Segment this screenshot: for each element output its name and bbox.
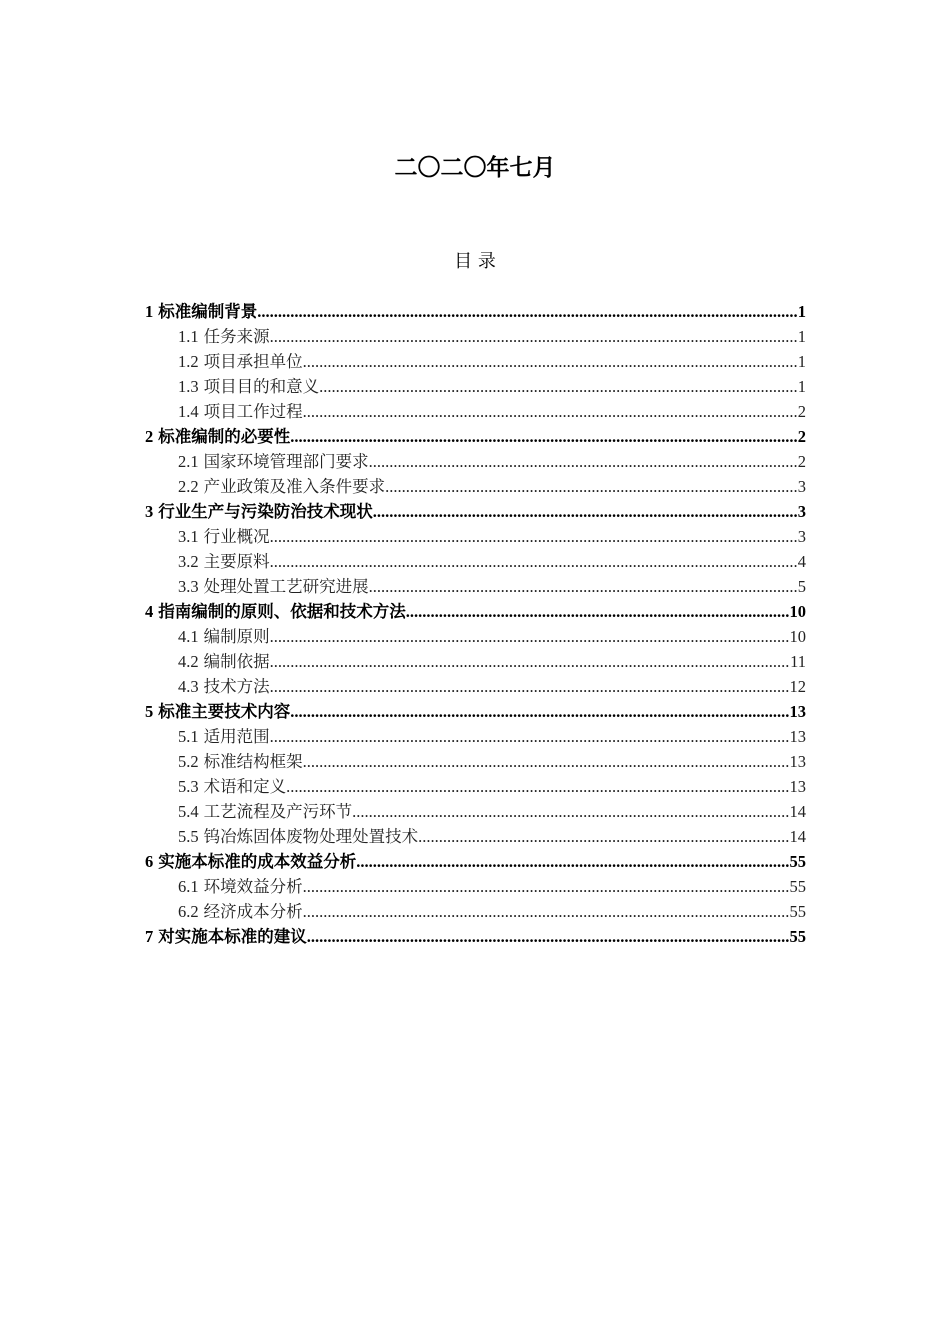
- toc-dot-leader: [286, 774, 789, 799]
- toc-dot-leader: [356, 849, 789, 874]
- toc-entry-label: 项目承担单位: [203, 352, 303, 371]
- toc-entry-label: 编制原则: [203, 627, 270, 646]
- document-date-title: 二〇二〇年七月: [394, 155, 556, 181]
- toc-entry-label: 项目工作过程: [203, 402, 303, 421]
- toc-chapter-entry[interactable]: [145, 699, 806, 724]
- toc-entry-page-number: 55: [789, 852, 806, 871]
- toc-dot-leader: [270, 724, 790, 749]
- toc-entry-label: 技术方法: [203, 677, 270, 696]
- toc-entry-page-number: 1: [797, 352, 806, 371]
- toc-dot-leader: [290, 699, 789, 724]
- toc-entry-label: 适用范围: [203, 727, 270, 746]
- toc-entry-page-number: 14: [789, 827, 806, 846]
- toc-entry-page-number: 1: [797, 377, 806, 396]
- toc-section-entry[interactable]: [145, 574, 806, 599]
- toc-entry-label: 标准编制背景: [158, 302, 258, 321]
- toc-section-entry[interactable]: [145, 349, 806, 374]
- toc-heading: 目 录: [454, 251, 496, 272]
- toc-dot-leader: [303, 749, 790, 774]
- toc-section-entry[interactable]: [145, 874, 806, 899]
- toc-entry-number: 1.4: [178, 402, 199, 421]
- toc-dot-leader: [369, 574, 798, 599]
- toc-entry-number: 3: [145, 502, 154, 521]
- toc-entry-label: 实施本标准的成本效益分析: [158, 852, 357, 871]
- toc-entry-number: 7: [145, 927, 154, 946]
- toc-entry-number: 5.4: [178, 802, 199, 821]
- toc-entry-label: 任务来源: [203, 327, 270, 346]
- toc-dot-leader: [303, 874, 790, 899]
- toc-dot-leader: [270, 524, 798, 549]
- toc-section-entry[interactable]: [145, 624, 806, 649]
- toc-entry-number: 3.2: [178, 552, 199, 571]
- toc-dot-leader: [369, 449, 798, 474]
- toc-section-entry[interactable]: [145, 449, 806, 474]
- toc-section-entry[interactable]: [145, 649, 806, 674]
- toc-entry-number: 2.2: [178, 477, 199, 496]
- toc-section-entry[interactable]: [145, 549, 806, 574]
- toc-entry-page-number: 2: [797, 402, 806, 421]
- toc-entry-page-number: 10: [789, 627, 806, 646]
- toc-section-entry[interactable]: [145, 399, 806, 424]
- toc-entry-label: 环境效益分析: [203, 877, 303, 896]
- toc-dot-leader: [303, 399, 798, 424]
- toc-entry-label: 行业生产与污染防治技术现状: [158, 502, 373, 521]
- toc-entry-label: 指南编制的原则、依据和技术方法: [158, 602, 406, 621]
- toc-entry-page-number: 13: [789, 702, 806, 721]
- toc-entry-page-number: 55: [789, 877, 806, 896]
- toc-entry-label: 项目目的和意义: [203, 377, 320, 396]
- toc-entry-page-number: 3: [797, 477, 806, 496]
- toc-dot-leader: [290, 424, 798, 449]
- toc-entry-number: 6.2: [178, 902, 199, 921]
- toc-dot-leader: [270, 649, 790, 674]
- toc-entry-page-number: 1: [797, 302, 806, 321]
- toc-entry-page-number: 10: [789, 602, 806, 621]
- toc-dot-leader: [385, 474, 798, 499]
- toc-dot-leader: [307, 924, 790, 949]
- toc-chapter-entry[interactable]: [145, 924, 806, 949]
- toc-dot-leader: [406, 599, 790, 624]
- table-of-contents: [145, 299, 806, 949]
- toc-dot-leader: [303, 349, 798, 374]
- toc-entry-page-number: 13: [789, 752, 806, 771]
- toc-entry-label: 标准编制的必要性: [158, 427, 291, 446]
- toc-entry-label: 产业政策及准入条件要求: [203, 477, 386, 496]
- toc-dot-leader: [270, 674, 790, 699]
- toc-entry-label: 行业概况: [203, 527, 270, 546]
- toc-entry-number: 1.2: [178, 352, 199, 371]
- toc-entry-label: 主要原料: [203, 552, 270, 571]
- toc-entry-label: 对实施本标准的建议: [158, 927, 307, 946]
- toc-entry-page-number: 2: [797, 452, 806, 471]
- toc-entry-number: 5.1: [178, 727, 199, 746]
- toc-entry-number: 4.3: [178, 677, 199, 696]
- toc-section-entry[interactable]: [145, 474, 806, 499]
- toc-entry-number: 3.3: [178, 577, 199, 596]
- toc-entry-page-number: 3: [797, 527, 806, 546]
- toc-chapter-entry[interactable]: [145, 499, 806, 524]
- toc-entry-page-number: 2: [797, 427, 806, 446]
- toc-entry-page-number: 13: [789, 777, 806, 796]
- toc-entry-label: 标准结构框架: [203, 752, 303, 771]
- toc-dot-leader: [303, 899, 790, 924]
- toc-section-entry[interactable]: [145, 724, 806, 749]
- toc-entry-page-number: 11: [790, 652, 806, 671]
- toc-entry-label: 术语和定义: [203, 777, 287, 796]
- toc-chapter-entry[interactable]: [145, 424, 806, 449]
- toc-entry-number: 5.2: [178, 752, 199, 771]
- toc-dot-leader: [352, 799, 789, 824]
- toc-entry-page-number: 13: [789, 727, 806, 746]
- toc-entry-page-number: 12: [789, 677, 806, 696]
- toc-entry-label: 编制依据: [203, 652, 270, 671]
- toc-chapter-entry[interactable]: [145, 299, 806, 324]
- toc-entry-number: 6: [145, 852, 154, 871]
- toc-entry-number: 2.1: [178, 452, 199, 471]
- toc-entry-number: 1.1: [178, 327, 199, 346]
- toc-entry-label: 标准主要技术内容: [158, 702, 291, 721]
- toc-dot-leader: [270, 624, 790, 649]
- toc-section-entry[interactable]: [145, 324, 806, 349]
- toc-entry-label: 工艺流程及产污环节: [203, 802, 353, 821]
- toc-section-entry[interactable]: [145, 374, 806, 399]
- toc-entry-number: 4.1: [178, 627, 199, 646]
- toc-section-entry[interactable]: [145, 799, 806, 824]
- toc-entry-number: 1.3: [178, 377, 199, 396]
- toc-section-entry[interactable]: [145, 674, 806, 699]
- toc-dot-leader: [270, 549, 798, 574]
- toc-dot-leader: [373, 499, 798, 524]
- toc-section-entry[interactable]: [145, 749, 806, 774]
- toc-entry-number: 4: [145, 602, 154, 621]
- toc-section-entry[interactable]: [145, 899, 806, 924]
- toc-entry-number: 1: [145, 302, 154, 321]
- toc-chapter-entry[interactable]: [145, 849, 806, 874]
- toc-entry-page-number: 55: [789, 902, 806, 921]
- toc-dot-leader: [319, 374, 798, 399]
- toc-section-entry[interactable]: [145, 524, 806, 549]
- toc-section-entry[interactable]: [145, 774, 806, 799]
- toc-entry-number: 5.3: [178, 777, 199, 796]
- toc-entry-number: 6.1: [178, 877, 199, 896]
- toc-entry-number: 5: [145, 702, 154, 721]
- toc-dot-leader: [270, 324, 798, 349]
- toc-chapter-entry[interactable]: [145, 599, 806, 624]
- toc-entry-label: 处理处置工艺研究进展: [203, 577, 369, 596]
- toc-entry-page-number: 1: [797, 327, 806, 346]
- toc-section-entry[interactable]: [145, 824, 806, 849]
- toc-entry-page-number: 4: [797, 552, 806, 571]
- toc-entry-number: 3.1: [178, 527, 199, 546]
- toc-entry-number: 5.5: [178, 827, 199, 846]
- toc-entry-label: 钨冶炼固体废物处理处置技术: [203, 827, 419, 846]
- toc-entry-number: 4.2: [178, 652, 199, 671]
- toc-entry-page-number: 14: [789, 802, 806, 821]
- toc-entry-number: 2: [145, 427, 154, 446]
- toc-entry-page-number: 55: [789, 927, 806, 946]
- toc-entry-page-number: 5: [797, 577, 806, 596]
- toc-entry-label: 国家环境管理部门要求: [203, 452, 369, 471]
- toc-entry-label: 经济成本分析: [203, 902, 303, 921]
- toc-dot-leader: [257, 299, 798, 324]
- toc-entry-page-number: 3: [797, 502, 806, 521]
- toc-dot-leader: [418, 824, 789, 849]
